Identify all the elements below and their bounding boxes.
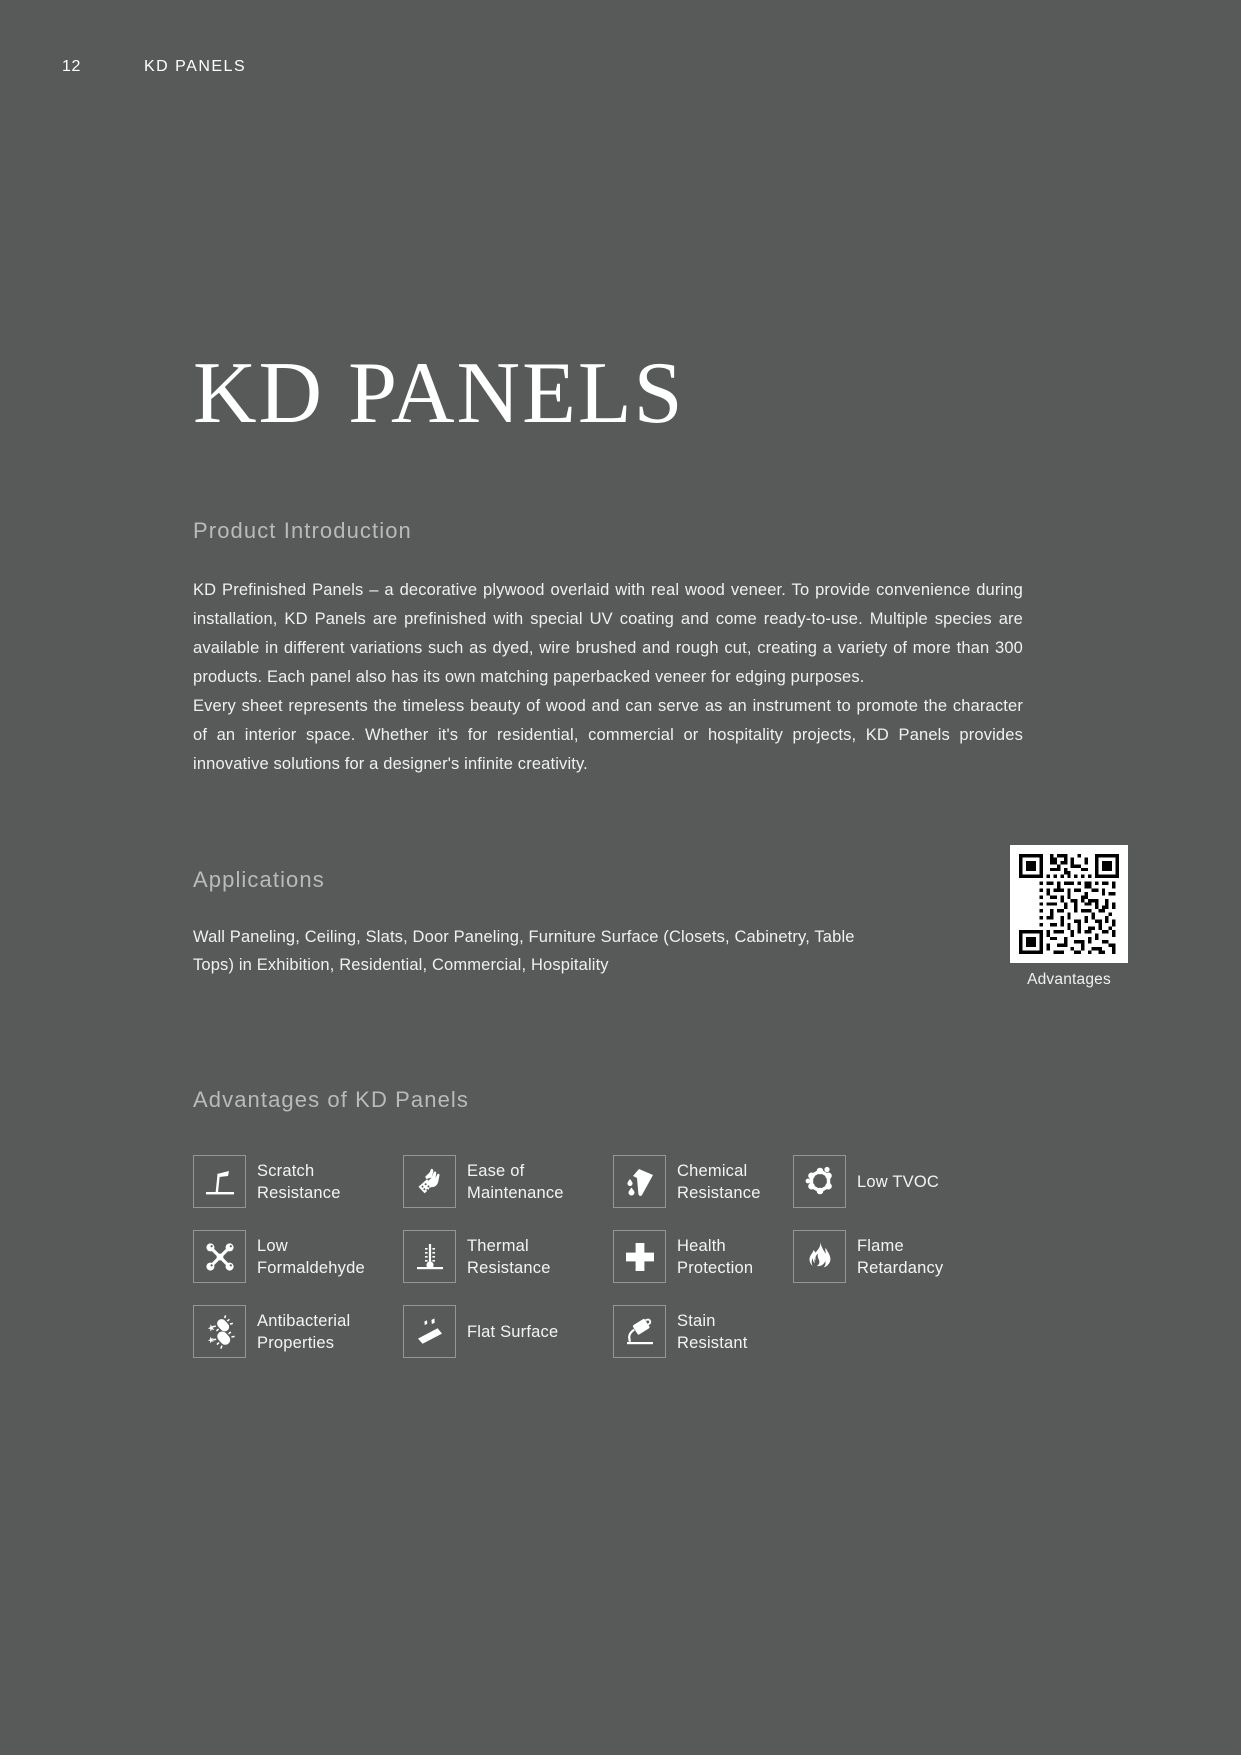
section-heading-product-introduction: Product Introduction	[193, 518, 412, 543]
ease-of-maintenance-icon	[403, 1155, 456, 1208]
advantage-label: Scratch Resistance	[257, 1161, 341, 1202]
qr-code-icon[interactable]	[1010, 845, 1128, 963]
advantages-grid	[193, 1155, 1023, 1358]
advantage-label: Health Protection	[677, 1236, 754, 1277]
advantage-item-stain-resistant[interactable]	[613, 1305, 793, 1358]
advantage-label: Antibacterial Properties	[257, 1311, 351, 1352]
advantage-label: Flat Surface	[467, 1322, 559, 1341]
advantage-label: Chemical Resistance	[677, 1161, 761, 1202]
page-content	[193, 0, 1111, 1358]
advantage-item-health-protection[interactable]	[613, 1230, 793, 1283]
advantage-label: Low TVOC	[857, 1172, 939, 1191]
scratch-resistance-icon	[193, 1155, 246, 1208]
advantage-item-thermal-resistance[interactable]	[403, 1230, 613, 1283]
advantage-item-scratch-resistance[interactable]	[193, 1155, 403, 1208]
advantage-item-ease-of-maintenance[interactable]	[403, 1155, 613, 1208]
chemical-resistance-icon	[613, 1155, 666, 1208]
advantage-item-chemical-resistance[interactable]	[613, 1155, 793, 1208]
advantage-item-flame-retardancy[interactable]	[793, 1230, 1003, 1283]
page-title: KD PANELS	[193, 345, 685, 442]
page-number: 12	[62, 58, 81, 75]
intro-paragraph-1: KD Prefinished Panels – a decorative plywood overlaid with real wood veneer. To provide convenience during installation, KD Panels are prefinished with special UV coating and come ready-to-use. Multiple species are available in different variations such as dyed, wire brushed and rough cut, creating a variety of more than 300 products. Each panel also has its own matching paperbacked veneer for edging purposes.	[193, 581, 1023, 686]
advantage-item-antibacterial-properties[interactable]	[193, 1305, 403, 1358]
advantage-item-low-tvoc[interactable]	[793, 1155, 1003, 1208]
advantage-label: Thermal Resistance	[467, 1236, 551, 1277]
intro-paragraph-2: Every sheet represents the timeless beauty of wood and can serve as an instrument to promote the character of an interior space. Whether it's for residential, commercial or hospitality projects, KD Panels provides innovative solutions for a designer's infinite creativity.	[193, 697, 1023, 773]
qr-code-caption: Advantages	[1027, 971, 1111, 988]
advantage-label: Flame Retardancy	[857, 1236, 944, 1277]
advantage-item-low-formaldehyde[interactable]	[193, 1230, 403, 1283]
antibacterial-properties-icon	[193, 1305, 246, 1358]
thermal-resistance-icon	[403, 1230, 456, 1283]
flat-surface-icon	[403, 1305, 456, 1358]
advantage-label: Low Formaldehyde	[257, 1236, 365, 1277]
advantage-label: Ease of Maintenance	[467, 1161, 564, 1202]
section-heading-advantages: Advantages of KD Panels	[193, 1087, 470, 1112]
advantage-item-flat-surface[interactable]	[403, 1305, 613, 1358]
section-heading-applications: Applications	[193, 867, 325, 892]
advantage-label: Stain Resistant	[677, 1311, 748, 1352]
header-title: KD PANELS	[144, 58, 247, 75]
health-protection-icon	[613, 1230, 666, 1283]
applications-text: Wall Paneling, Ceiling, Slats, Door Paneling, Furniture Surface (Closets, Cabinetry, Table Tops) in Exhibition, Residential, Commercial, Hospitality	[193, 928, 855, 974]
advantages-qr-block[interactable]	[1010, 845, 1128, 989]
flame-retardancy-icon	[793, 1230, 846, 1283]
stain-resistant-icon	[613, 1305, 666, 1358]
applications-block	[193, 867, 1111, 988]
low-formaldehyde-icon	[193, 1230, 246, 1283]
low-tvoc-icon	[793, 1155, 846, 1208]
